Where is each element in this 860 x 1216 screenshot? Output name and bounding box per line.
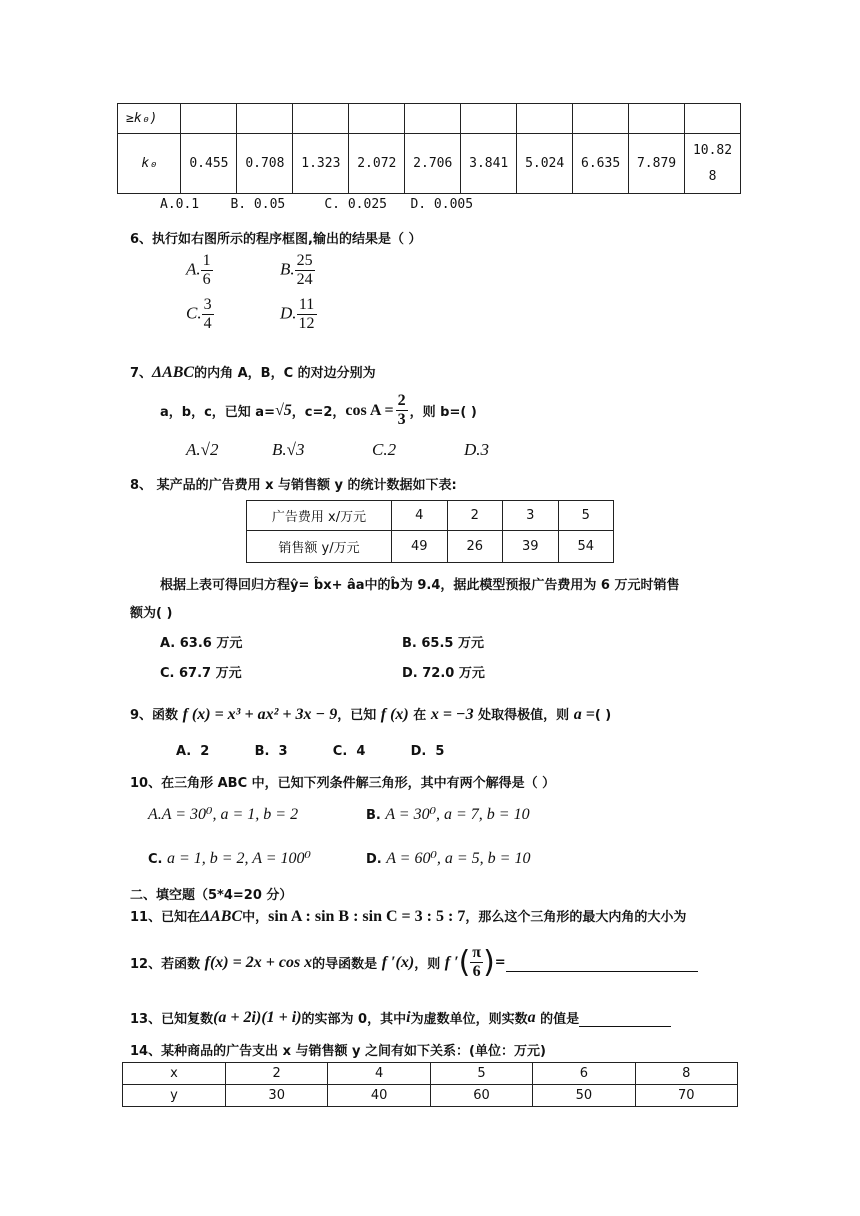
crit-cell	[293, 104, 349, 134]
crit-cell	[461, 104, 517, 134]
crit-value: 5.024	[517, 134, 573, 194]
crit-row1-label: ≥k₀)	[118, 104, 181, 134]
crit-row2-label: k₀	[118, 134, 181, 194]
crit-value: 0.455	[181, 134, 237, 194]
q14-x-label: x	[123, 1063, 226, 1085]
q14-table	[122, 1062, 738, 1107]
q10-opt-b: B. A = 30⁰, a = 7, b = 10	[366, 806, 530, 823]
q8-opt-d: D. 72.0 万元	[402, 666, 485, 681]
q6-b-frac: $\frac{25}{24}$	[296, 252, 313, 288]
crit-cell	[237, 104, 293, 134]
q8-cell: 2	[447, 501, 503, 531]
q14-x-cell: 8	[635, 1063, 737, 1085]
q14-x-cell: 5	[430, 1063, 532, 1085]
critical-value-table	[117, 103, 741, 194]
q10-opt-c: C. a = 1, b = 2, A = 100⁰	[148, 850, 311, 867]
crit-value: 3.841	[461, 134, 517, 194]
crit-value-last	[685, 134, 741, 194]
q8-cell: 3	[503, 501, 559, 531]
section-title-fill-blank: 二、填空题（5*4=20 分）	[130, 888, 293, 903]
q7-triangle: ΔABC	[152, 364, 195, 381]
crit-cell	[405, 104, 461, 134]
q7-opt-a: A.√2	[186, 440, 219, 459]
q8-opt-a: A. 63.6 万元	[160, 636, 243, 651]
q8-row1-label: 广告费用 x/万元	[247, 501, 392, 531]
q6-stem: 6、执行如右图所示的程序框图,输出的结果是（ ）	[130, 232, 422, 247]
crit-cell	[181, 104, 237, 134]
crit-value: 6.635	[573, 134, 629, 194]
crit-value: 2.072	[349, 134, 405, 194]
q6-d-frac: $\frac{11}{12}$	[298, 296, 315, 332]
q8-cell: 5	[558, 501, 614, 531]
q7-opt-b: B.√3	[272, 440, 305, 459]
q8-cell: 54	[558, 531, 614, 563]
q9-stem: 9、函数 f (x) = x³ + ax² + 3x − 9，已知 f (x) 在 x = −3 处取得极值，则 a =( )	[130, 706, 612, 723]
crit-cell	[685, 104, 741, 134]
q6-c-frac: $\frac{3}{4}$	[203, 296, 212, 332]
q8-text1: 根据上表可得回归方程ŷ= b̂x+ âa中的b̂为 9.4，据此模型预报广告费用为 6 万元时销售	[160, 578, 680, 593]
q6-c-label: C.	[186, 303, 202, 323]
q14-stem: 14、某种商品的广告支出 x 与销售额 y 之间有如下关系：(单位：万元)	[130, 1044, 546, 1059]
crit-last-line1: 10.82	[692, 142, 733, 158]
crit-cell	[349, 104, 405, 134]
crit-cell	[629, 104, 685, 134]
q14-y-cell: 60	[430, 1085, 532, 1107]
q6-option-d	[280, 296, 317, 333]
crit-value: 0.708	[237, 134, 293, 194]
crit-cell	[573, 104, 629, 134]
q7-cos: cos A =	[345, 401, 394, 419]
q13-stem: 13、已知复数 (a + 2i)(1 + i) 的实部为 0，其中 i 为虚数单位，则实数 a 的值是	[130, 1008, 671, 1027]
q7-opt-d: D.3	[464, 440, 490, 459]
q6-a-frac: $\frac{1}{6}$	[202, 252, 211, 288]
q14-y-cell: 30	[226, 1085, 328, 1107]
q8-cell: 49	[392, 531, 448, 563]
crit-value: 2.706	[405, 134, 461, 194]
q10-opt-a: A.A = 30⁰, a = 1, b = 2	[148, 806, 299, 823]
q14-x-cell: 6	[533, 1063, 635, 1085]
q7-line2: a，b，c，已知 a= √5 ，c=2， cos A = $\frac{2}{3}$ ，则 b=( )	[160, 392, 477, 428]
crit-value: 7.879	[629, 134, 685, 194]
crit-value: 1.323	[293, 134, 349, 194]
q8-stem: 8、 某产品的广告费用 x 与销售额 y 的统计数据如下表:	[130, 478, 457, 493]
q12-func: f(x) = 2x + cos x	[204, 953, 313, 971]
q12-frac: $\frac{\pi}{6}$	[472, 944, 482, 980]
q13-answer-blank[interactable]	[579, 1008, 671, 1027]
q7-opt-c: C.2	[372, 440, 397, 459]
q8-row2-label: 销售额 y/万元	[247, 531, 392, 563]
q14-x-cell: 2	[226, 1063, 328, 1085]
q7-frac: $\frac{2}{3}$	[397, 392, 406, 428]
q12-stem: 12、若函数 f(x) = 2x + cos x 的导函数是 f ′(x) ，则 f ′ ( $\frac{\pi}{6}$ ) =	[130, 944, 698, 981]
q6-option-c	[186, 296, 214, 333]
q14-y-label: y	[123, 1085, 226, 1107]
q9-func: f (x) = x³ + ax² + 3x − 9	[182, 706, 338, 723]
q6-a-label: A.	[186, 259, 201, 279]
q6-option-a	[186, 252, 213, 289]
q8-text2: 额为( )	[130, 606, 173, 621]
q8-opt-c: C. 67.7 万元	[160, 666, 242, 681]
q9-options: A. 2 B. 3 C. 4 D. 5	[176, 744, 445, 759]
q14-y-cell: 50	[533, 1085, 635, 1107]
q8-cell: 26	[447, 531, 503, 563]
q8-cell: 39	[503, 531, 559, 563]
crit-cell	[517, 104, 573, 134]
q7-sqrt5: √5	[274, 401, 292, 419]
q8-table	[246, 500, 614, 563]
q10-opt-d: D. A = 60⁰, a = 5, b = 10	[366, 850, 531, 867]
q6-option-b	[280, 252, 315, 289]
q6-b-label: B.	[280, 259, 295, 279]
q7-line1: 7、ΔABC的内角 A，B，C 的对边分别为	[130, 364, 376, 381]
q6-d-label: D.	[280, 303, 297, 323]
q14-y-cell: 70	[635, 1085, 737, 1107]
q14-y-cell: 40	[328, 1085, 430, 1107]
q8-opt-b: B. 65.5 万元	[402, 636, 484, 651]
q10-stem: 10、在三角形 ABC 中，已知下列条件解三角形，其中有两个解得是（ ）	[130, 776, 556, 791]
crit-last-line2: 8	[708, 168, 717, 184]
q13-expr: (a + 2i)(1 + i)	[213, 1008, 302, 1026]
q8-cell: 4	[392, 501, 448, 531]
q5-options: A.0.1 B. 0.05 C. 0.025 D. 0.005	[160, 197, 474, 212]
q12-answer-blank[interactable]	[506, 953, 698, 972]
q14-x-cell: 4	[328, 1063, 430, 1085]
q11-stem: 11、已知在ΔABC中，sin A : sin B : sin C = 3 : 5 : 7，那么这个三角形的最大内角的大小为	[130, 908, 687, 925]
